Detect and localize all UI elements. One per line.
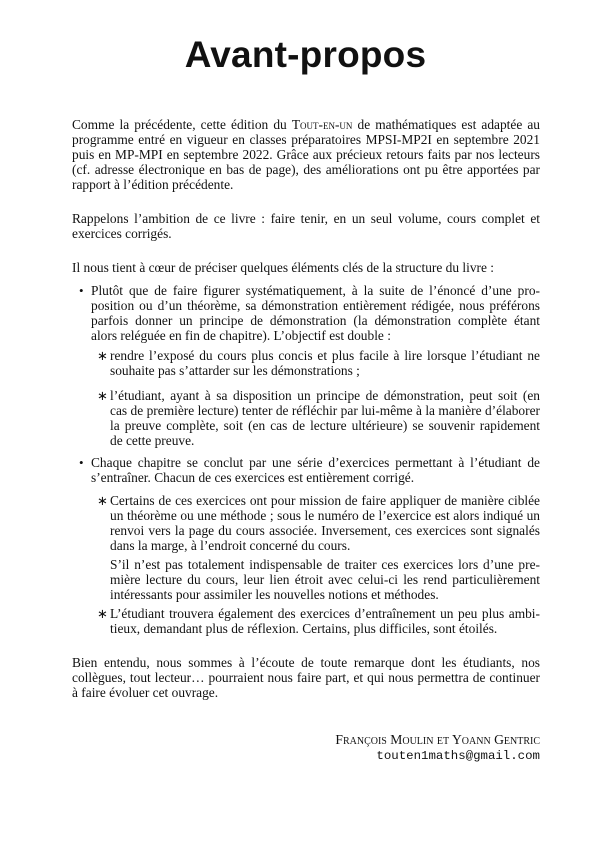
text-line: Il nous tient à cœur de préciser quelques éléments clés de la structure du livre : bbox=[72, 259, 495, 275]
text-line bbox=[72, 117, 540, 132]
text-line: parfois donner un principe de démonstration (la démonstration complète étant bbox=[91, 312, 540, 328]
sub-item bbox=[97, 347, 540, 378]
text-line: Plutôt que de faire figurer systématiquement, à la suite de l’énoncé d’une pro- bbox=[91, 282, 540, 298]
paragraph bbox=[72, 211, 540, 241]
text-line: programme entré en vigueur en classes préparatoires MPSI-MP2I en septembre 2021 bbox=[72, 131, 540, 147]
text-line: collègues, tout lecteur… pourraient nous faire part, et qui nous permettra de continuer bbox=[72, 669, 540, 685]
text-line: la preuve complète, soit (en cas de lecture ultérieure) se souvenir rapidement bbox=[110, 417, 540, 433]
text-line: à faire évoluer cet ouvrage. bbox=[72, 684, 219, 700]
text-line: s’entraîner. Chacun de ces exercices est entièrement corrigé. bbox=[91, 469, 415, 485]
text-line: cas de première lecture) tenter de réfléchir par lui-même à la manière d’élaborer bbox=[110, 402, 540, 418]
text-line: (cf. adresse électronique en bas de page), des améliorations ont pu être apportées par bbox=[72, 161, 540, 177]
bullet-item bbox=[79, 454, 540, 485]
asterisk-icon: ∗ bbox=[97, 605, 108, 621]
page-title: Avant-propos bbox=[184, 34, 427, 75]
book-title: Tout-en-un bbox=[291, 116, 353, 132]
text-line: Chaque chapitre se conclut par une série d’exercices permettant à l’étudiant de bbox=[91, 454, 540, 470]
text-line: l’étudiant, ayant à sa disposition un principe de démonstration, peut soit (en bbox=[110, 387, 540, 403]
text-line: Certains de ces exercices ont pour mission de faire appliquer de manière ciblée bbox=[110, 492, 540, 508]
text-line: alors reléguée en fin de chapitre). L’objectif est double : bbox=[91, 327, 391, 343]
text-line: rapport à l’édition précédente. bbox=[72, 176, 234, 192]
signature bbox=[335, 732, 540, 764]
paragraph bbox=[72, 260, 540, 275]
text-line: tieux, demandant plus de réflexion. Certains, plus difficiles, sont étoilés. bbox=[110, 620, 498, 636]
sub-item bbox=[97, 492, 540, 553]
text-segment: Comme la précédente, cette édition du bbox=[72, 116, 292, 132]
text-line: Rappelons l’ambition de ce livre : faire tenir, en un seul volume, cours complet et bbox=[72, 210, 540, 226]
text-line: S’il n’est pas totalement indispensable de traiter ces exercices lors d’une pre- bbox=[110, 556, 540, 572]
sub-item bbox=[97, 387, 540, 448]
sub-item bbox=[97, 605, 540, 636]
sub-item bbox=[110, 557, 540, 602]
text-line: de cette preuve. bbox=[110, 432, 195, 448]
paragraph bbox=[72, 117, 540, 192]
bullet-icon: • bbox=[79, 454, 84, 470]
text-line: puis en MP-MPI en septembre 2022. Grâce aux précieux retours faits par nos lecteurs bbox=[72, 146, 540, 162]
text-line: exercices corrigés. bbox=[72, 225, 172, 241]
email-link[interactable]: touten1maths@gmail.com bbox=[376, 749, 540, 763]
text-line: L’étudiant trouvera également des exercices d’entraînement un peu plus ambi- bbox=[110, 605, 540, 621]
text-line: intéressants pour assimiler les nouvelles notions et méthodes. bbox=[110, 586, 439, 602]
bullet-icon: • bbox=[79, 282, 84, 298]
text-line: rendre l’exposé du cours plus concis et plus facile à lire lorsque l’étudiant ne bbox=[110, 347, 540, 363]
asterisk-icon: ∗ bbox=[97, 492, 108, 508]
text-line: renvoi vers la page du cours associée. Inversement, ces exercices sont signalés bbox=[110, 522, 540, 538]
text-line: position ou d’un théorème, sa démonstration entièrement rédigée, nous préférons bbox=[91, 297, 540, 313]
authors: François Moulin et Yoann Gentric bbox=[335, 732, 540, 747]
paragraph bbox=[72, 655, 540, 700]
text-line: mière lecture du cours, leur lien étroit avec celui-ci les rend particulièrement bbox=[110, 571, 540, 587]
text-line: dans la marge, à l’endroit concerné du cours. bbox=[110, 537, 351, 553]
asterisk-icon: ∗ bbox=[97, 387, 108, 403]
text-line: Bien entendu, nous sommes à l’écoute de toute remarque dont les étudiants, nos bbox=[72, 654, 540, 670]
asterisk-icon: ∗ bbox=[97, 347, 108, 363]
text-line: souhaite pas s’attarder sur les démonstrations ; bbox=[110, 362, 360, 378]
text-line: un théorème ou une méthode ; sous le numéro de l’exercice est alors indiqué un bbox=[110, 507, 540, 523]
text-segment: de mathématiques est adaptée au bbox=[352, 116, 540, 132]
bullet-item bbox=[79, 282, 540, 343]
